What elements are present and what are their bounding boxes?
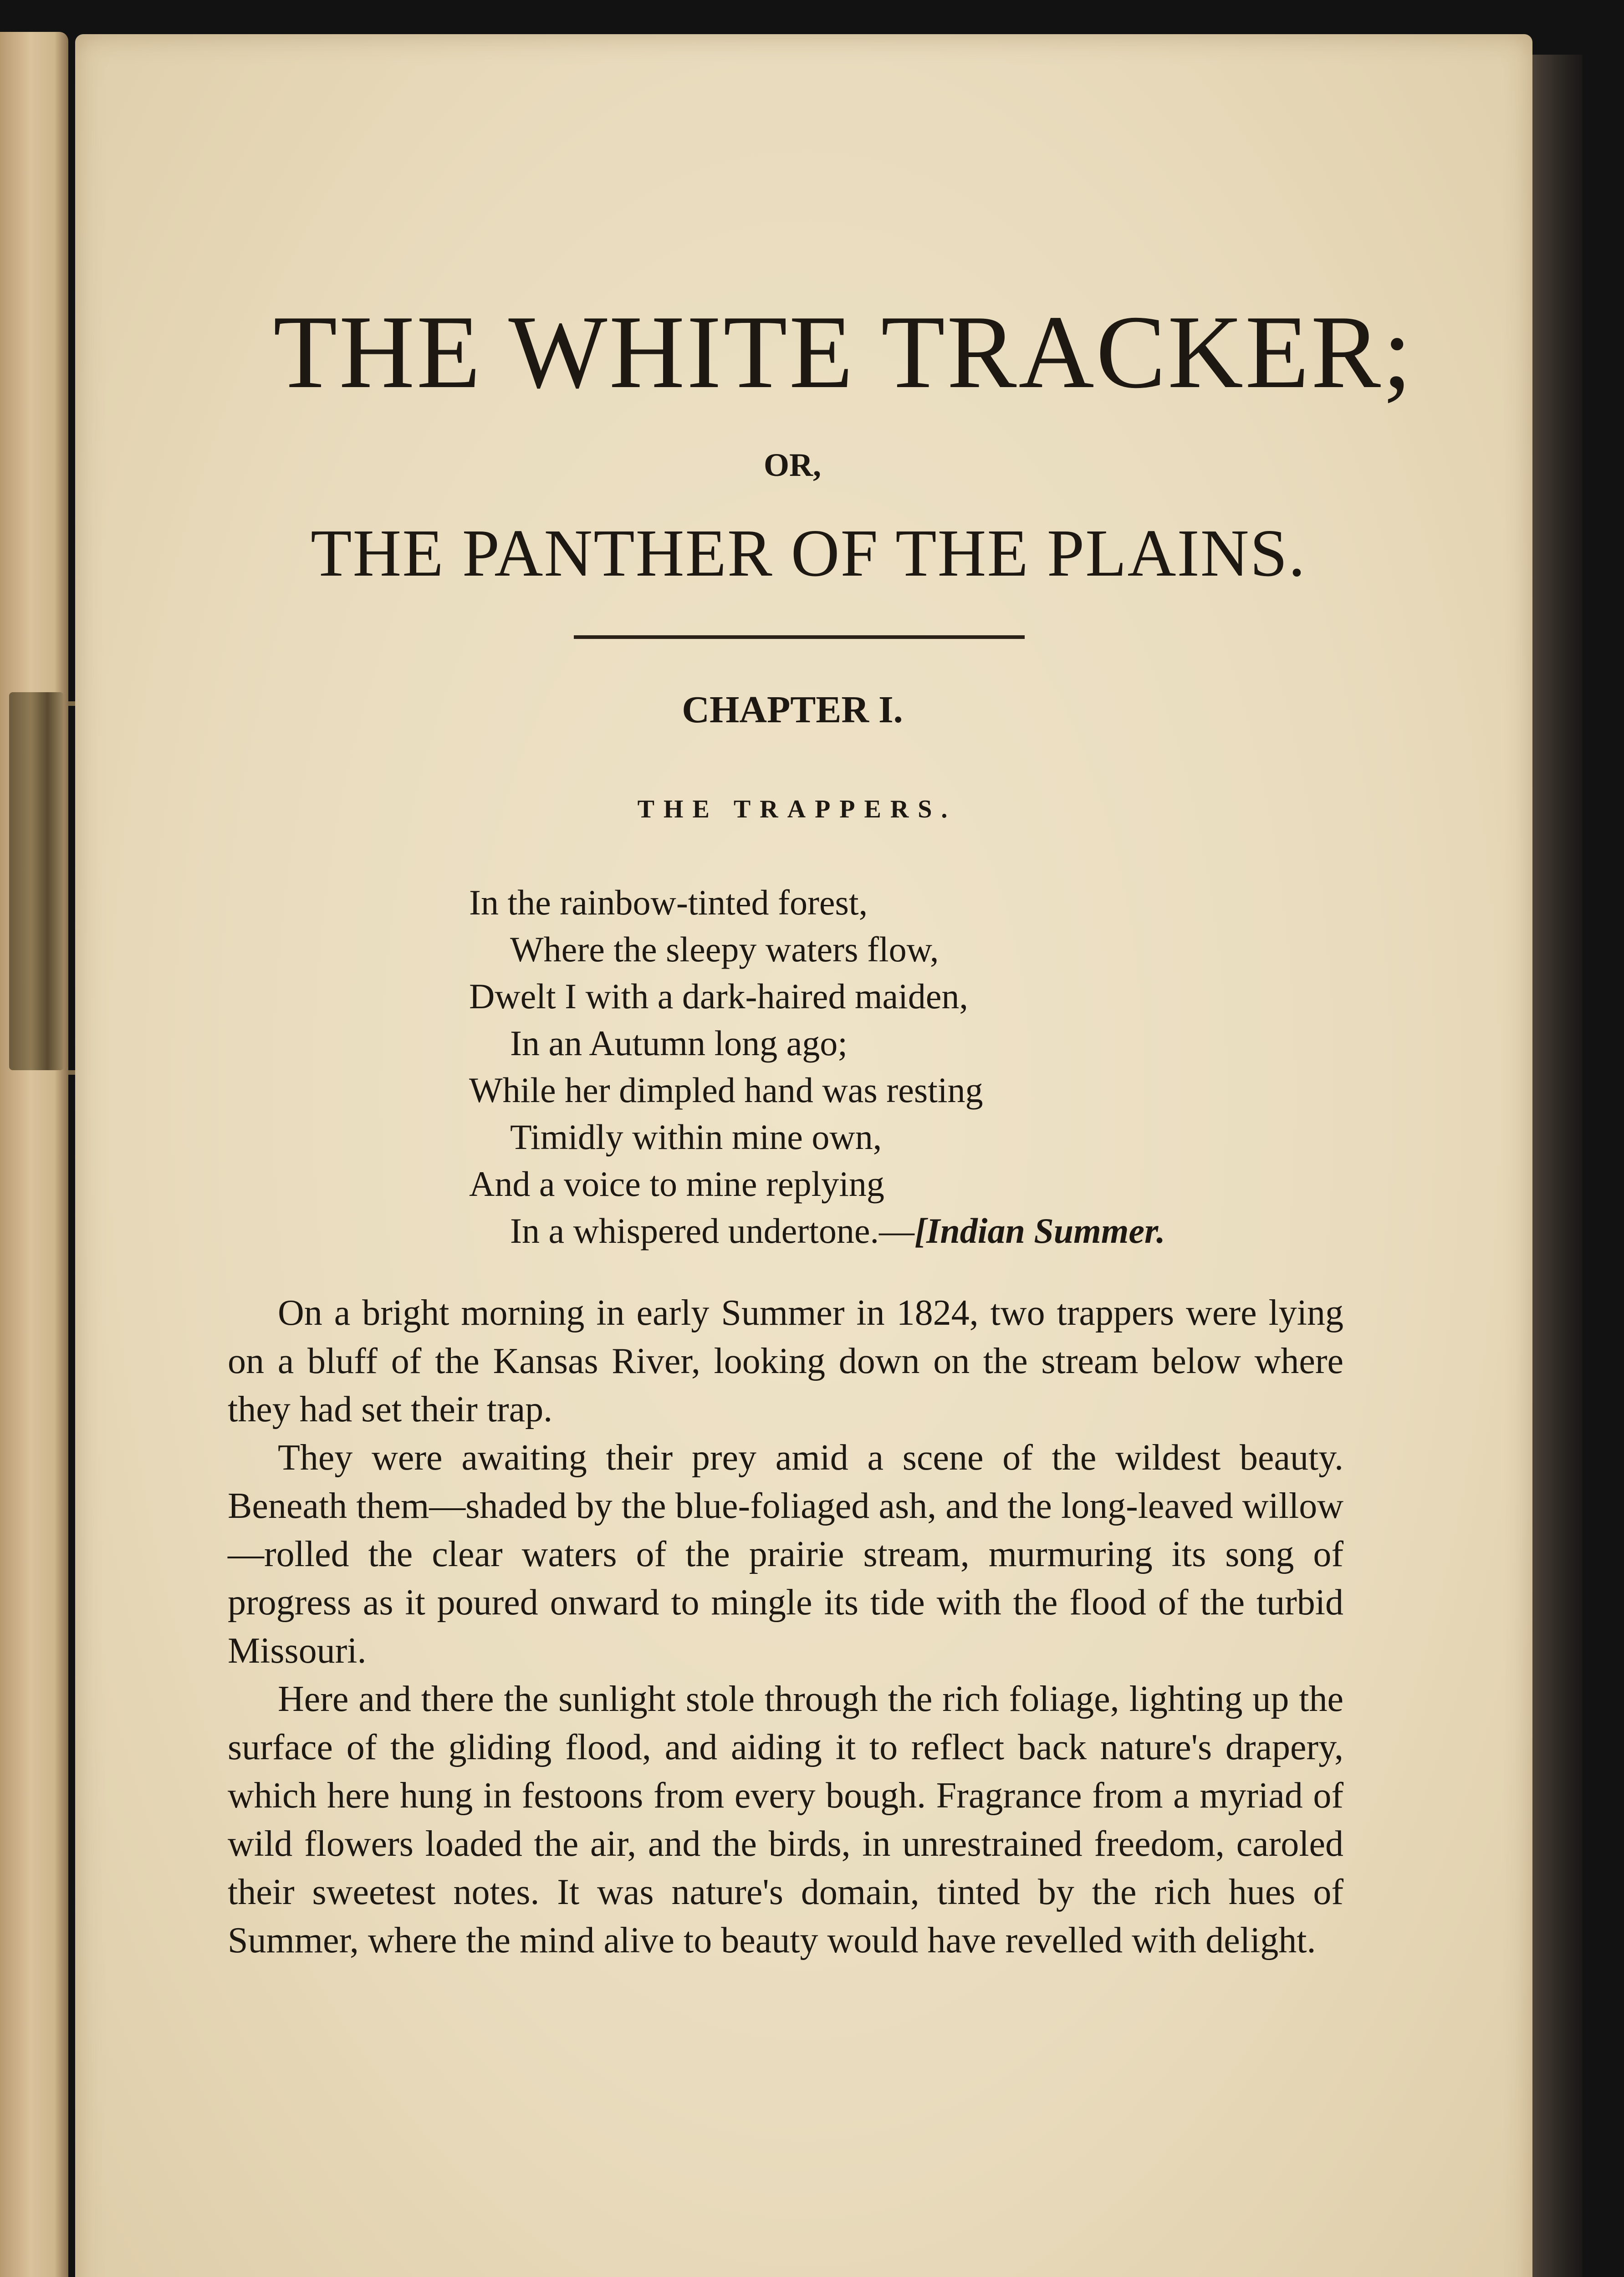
chapter-title: THE TRAPPERS.: [637, 795, 957, 823]
paragraph: Here and there the sunlight stole through the rich foliage, lighting up the surface of the gliding flood, and aiding it to reflect back nature's drapery, which here hung in festoons from every bough. Fragrance from a myriad of wild flowers loaded the air, and the birds, in unrestrained freedom, caroled their sweetest notes. It was nature's domain, tinted by the rich hues of Summer, where the mind alive to beauty would have revelled with delight.: [228, 1679, 1343, 1960]
poem-line: Where the sleepy waters flow,: [510, 929, 939, 969]
poem-line-text: In a whispered undertone.—: [510, 1211, 915, 1251]
poem-line: And a voice to mine replying: [469, 1164, 884, 1204]
title-rule: [574, 635, 1025, 639]
chapter-heading: CHAPTER I.: [682, 689, 903, 731]
book-subtitle: THE PANTHER OF THE PLAINS.: [311, 516, 1306, 591]
poem-line: In the rainbow-tinted forest,: [469, 883, 868, 922]
chapter-text: [228, 1289, 1343, 1965]
title-or: OR,: [764, 447, 821, 483]
spine-binding: [9, 692, 64, 1070]
paragraph: On a bright morning in early Summer in 1824, two trappers were lying on a bluff of the Kansas River, looking down on the stream below where they had set their trap.: [228, 1293, 1343, 1430]
poem-line: Dwelt I with a dark-haired maiden,: [469, 976, 968, 1016]
paragraph: They were awaiting their prey amid a scene of the wildest beauty. Beneath them—shaded by the blue-foliaged ash, and the long-leaved willow—rolled the clear waters of the prairie stream, murmuring its song of progress as it poured onward to mingle its tide with the flood of the turbid Missouri.: [228, 1438, 1343, 1671]
poem-line-last: [469, 1207, 1380, 1254]
page-right-edge: [1532, 55, 1583, 2277]
book-title: THE WHITE TRACKER;: [273, 294, 1414, 410]
facing-page-edge: [0, 32, 68, 2277]
poem-attribution: [Indian Summer.: [914, 1211, 1165, 1251]
poem-line: In an Autumn long ago;: [510, 1023, 848, 1063]
poem-line: Timidly within mine own,: [510, 1117, 882, 1157]
poem-line: While her dimpled hand was resting: [469, 1070, 983, 1110]
epigraph-poem: [469, 879, 1380, 1254]
